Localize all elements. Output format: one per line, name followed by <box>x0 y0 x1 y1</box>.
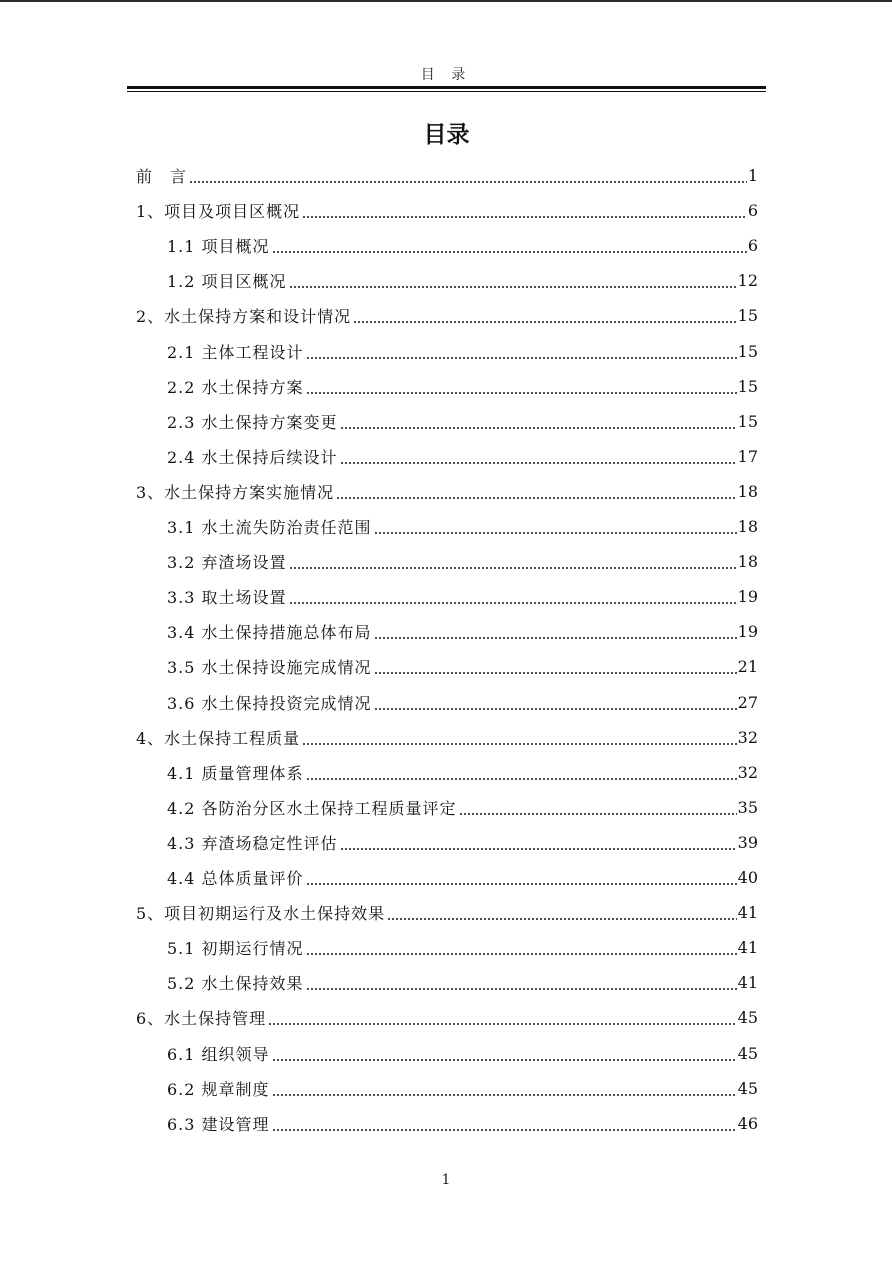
toc-chapter-entry[interactable] <box>136 158 758 193</box>
toc-entry-page-number: 17 <box>737 446 758 466</box>
toc-entry-label: 6.1 组织领导 <box>167 1044 270 1064</box>
toc-entry-page-number: 6 <box>747 201 758 221</box>
toc-entry-page-number: 41 <box>737 973 758 993</box>
toc-entry-page-number: 27 <box>737 692 758 712</box>
toc-entry-page-number: 41 <box>737 903 758 923</box>
toc-dot-leader <box>340 404 737 439</box>
toc-entry-label: 3.3 取土场设置 <box>167 588 287 608</box>
toc-entry-label: 4、水土保持工程质量 <box>136 728 301 748</box>
toc-section-entry[interactable] <box>167 369 758 404</box>
toc-section-entry[interactable] <box>167 860 758 895</box>
toc-entry-page-number: 19 <box>737 587 758 607</box>
page-top-border <box>0 0 892 2</box>
toc-entry-page-number: 40 <box>737 868 758 887</box>
toc-entry-label: 4.4 总体质量评价 <box>167 869 304 888</box>
toc-entry-label: 2.1 主体工程设计 <box>167 342 304 362</box>
toc-dot-leader <box>272 1036 737 1071</box>
toc-entry-label: 4.1 质量管理体系 <box>167 763 304 783</box>
toc-entry-label: 3.6 水土保持投资完成情况 <box>167 693 372 713</box>
toc-dot-leader <box>387 895 736 930</box>
toc-dot-leader <box>272 1071 737 1106</box>
toc-section-entry[interactable] <box>167 1071 758 1106</box>
toc-section-entry[interactable] <box>167 579 758 614</box>
toc-chapter-entry[interactable] <box>136 720 758 755</box>
toc-entry-label: 5.2 水土保持效果 <box>167 974 304 994</box>
toc-entry-page-number: 19 <box>737 622 758 642</box>
toc-dot-leader <box>306 334 737 369</box>
toc-dot-leader <box>459 790 737 825</box>
toc-section-entry[interactable] <box>167 1106 758 1141</box>
toc-dot-leader <box>306 965 737 1000</box>
toc-dot-leader <box>374 509 737 544</box>
toc-entry-page-number: 41 <box>737 938 758 958</box>
toc-entry-label: 3、水土保持方案实施情况 <box>136 482 335 502</box>
toc-dot-leader <box>336 474 736 509</box>
toc-dot-leader <box>306 930 737 965</box>
toc-entry-label: 4.3 弃渣场稳定性评估 <box>167 833 338 853</box>
toc-dot-leader <box>353 298 736 333</box>
toc-entry-label: 2.2 水土保持方案 <box>167 377 304 397</box>
toc-title: 目录 <box>423 122 470 148</box>
toc-entry-page-number: 35 <box>737 797 758 817</box>
toc-section-entry[interactable] <box>167 930 758 965</box>
running-header: 目 录 <box>420 67 472 83</box>
toc-section-entry[interactable] <box>167 1036 758 1071</box>
toc-entry-page-number: 1 <box>747 166 758 185</box>
toc-entry-label: 3.2 弃渣场设置 <box>167 553 287 573</box>
toc-entry-page-number: 18 <box>737 552 758 572</box>
toc-section-entry[interactable] <box>167 614 758 649</box>
toc-section-entry[interactable] <box>167 228 758 263</box>
toc-entry-label: 6.2 规章制度 <box>167 1079 270 1099</box>
toc-section-entry[interactable] <box>167 439 758 474</box>
toc-entry-label: 6.3 建设管理 <box>167 1114 270 1134</box>
toc-dot-leader <box>306 755 737 790</box>
toc-dot-leader <box>302 193 747 228</box>
toc-section-entry[interactable] <box>167 755 758 790</box>
page-number: 1 <box>441 1172 451 1188</box>
toc-entry-page-number: 12 <box>737 271 758 291</box>
toc-section-entry[interactable] <box>167 649 758 684</box>
toc-entry-label: 2.4 水土保持后续设计 <box>167 447 338 467</box>
toc-dot-leader <box>306 369 737 404</box>
toc-entry-label: 3.1 水土流失防治责任范围 <box>167 518 372 537</box>
toc-dot-leader <box>306 860 737 895</box>
toc-entry-page-number: 15 <box>737 341 758 361</box>
toc-entry-page-number: 45 <box>737 1078 758 1098</box>
toc-chapter-entry[interactable] <box>136 1000 758 1035</box>
toc-dot-leader <box>268 1000 736 1035</box>
toc-entry-page-number: 18 <box>737 481 758 501</box>
toc-entry-label: 4.2 各防治分区水土保持工程质量评定 <box>167 798 457 818</box>
toc-dot-leader <box>374 685 737 720</box>
toc-section-entry[interactable] <box>167 404 758 439</box>
toc-dot-leader <box>374 649 737 684</box>
toc-entry-page-number: 15 <box>737 376 758 396</box>
toc-entry-page-number: 39 <box>737 832 758 852</box>
toc-dot-leader <box>340 825 737 860</box>
toc-entry-label: 3.4 水土保持措施总体布局 <box>167 623 372 643</box>
toc-section-entry[interactable] <box>167 790 758 825</box>
toc-section-entry[interactable] <box>167 965 758 1000</box>
toc-entry-label: 5.1 初期运行情况 <box>167 939 304 959</box>
toc-dot-leader <box>289 263 737 298</box>
toc-entry-label: 1.1 项目概况 <box>167 237 270 257</box>
toc-dot-leader <box>374 614 737 649</box>
toc-dot-leader <box>289 544 737 579</box>
toc-entry-page-number: 45 <box>737 1008 758 1028</box>
toc-entry-label: 1.2 项目区概况 <box>167 272 287 292</box>
toc-dot-leader <box>272 1106 737 1141</box>
toc-dot-leader <box>189 158 747 193</box>
toc-entry-label: 5、项目初期运行及水土保持效果 <box>136 904 386 924</box>
toc-entry-page-number: 21 <box>737 657 758 677</box>
toc-entry-label: 3.5 水土保持设施完成情况 <box>167 658 372 678</box>
toc-entry-page-number: 46 <box>737 1113 758 1133</box>
toc-entry-page-number: 6 <box>747 236 758 256</box>
toc-entry-page-number: 15 <box>737 411 758 431</box>
toc-section-entry[interactable] <box>167 509 758 544</box>
toc-entry-label: 6、水土保持管理 <box>136 1009 267 1029</box>
toc-chapter-entry[interactable] <box>136 298 758 333</box>
toc-entry-page-number: 18 <box>737 517 758 536</box>
toc-section-entry[interactable] <box>167 263 758 298</box>
toc-entry-label: 1、项目及项目区概况 <box>136 202 301 222</box>
toc-section-entry[interactable] <box>167 685 758 720</box>
toc-entry-page-number: 32 <box>737 727 758 747</box>
toc-entry-page-number: 32 <box>737 762 758 782</box>
header-rule-thin <box>127 91 766 92</box>
toc-dot-leader <box>340 439 737 474</box>
toc-chapter-entry[interactable] <box>136 474 758 509</box>
header-rule-thick <box>127 86 766 89</box>
toc-section-entry[interactable] <box>167 334 758 369</box>
toc-section-entry[interactable] <box>167 544 758 579</box>
toc-dot-leader <box>272 228 747 263</box>
toc-entry-label: 前 言 <box>136 167 188 186</box>
toc-entry-page-number: 15 <box>737 306 758 326</box>
toc-dot-leader <box>302 720 736 755</box>
toc-entry-label: 2、水土保持方案和设计情况 <box>136 307 352 327</box>
toc-dot-leader <box>289 579 737 614</box>
toc-chapter-entry[interactable] <box>136 193 758 228</box>
toc-chapter-entry[interactable] <box>136 895 758 930</box>
toc-section-entry[interactable] <box>167 825 758 860</box>
toc-entry-label: 2.3 水土保持方案变更 <box>167 412 338 432</box>
toc-entry-page-number: 45 <box>737 1043 758 1063</box>
